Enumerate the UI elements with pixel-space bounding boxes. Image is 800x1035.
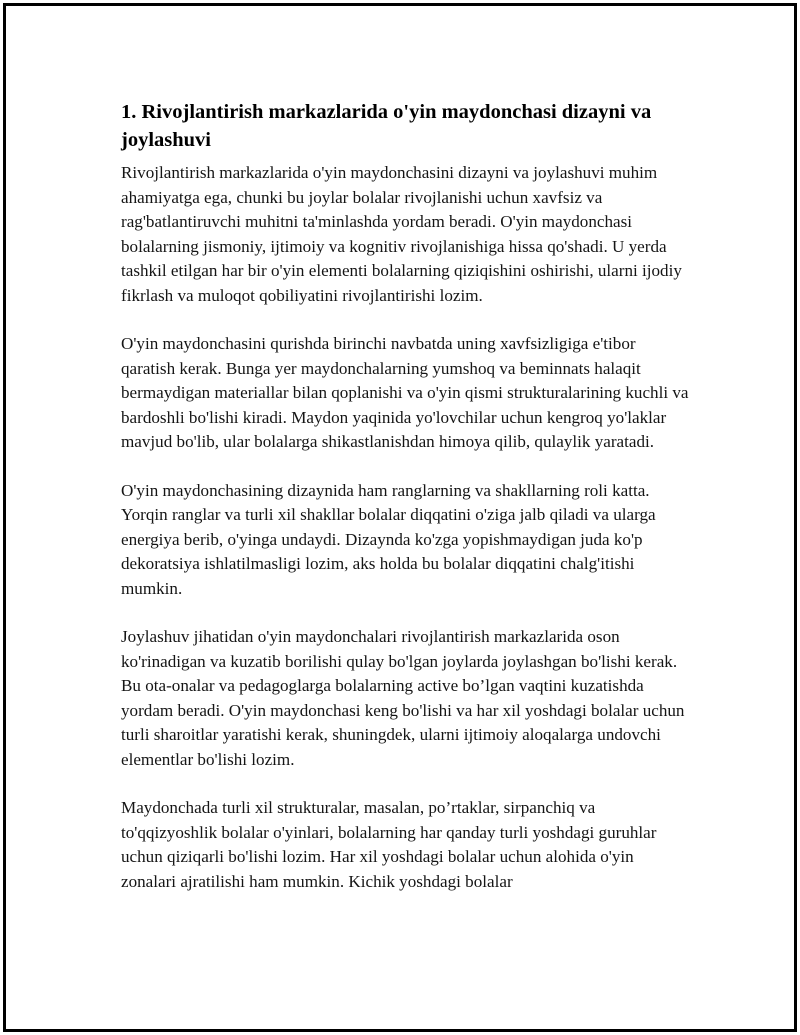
paragraph-intro: Rivojlantirish markazlarida o'yin maydonchasini dizayni va joylashuvi muhim ahamiyatga ega, chunki bu joylar bolalar rivojlanishi uchun xavfsiz va rag'batlantiruvchi muhitni ta'minlashda yordam beradi. O'yin maydonchasi bolalarning jismoniy, ijtimoiy va kognitiv rivojlanishiga hissa qo'shadi. U yerda tashkil etilgan har bir o'yin elementi bolalarning qiziqishini oshirishi, ularni ijodiy fikrlash va muloqot qobiliyatini rivojlantirishi lozim. (121, 163, 682, 305)
paragraph-safety: O'yin maydonchasini qurishda birinchi navbatda uning xavfsizligiga e'tibor qaratish kerak. Bunga yer maydonchalarning yumshoq va beminnats halaqit bermaydigan materiallar bilan qoplanishi va o'yin qismi strukturalarining kuchli va bardoshli bo'lishi kiradi. Maydon yaqinida yo'lovchilar uchun kengroq yo'laklar mavjud bo'lib, ular bolalarga shikastlanishdan himoya qilib, qulaylik yaratadi. (121, 334, 689, 451)
paragraph-structures: Maydonchada turli xil strukturalar, masalan, po’rtaklar, sirpanchiq va to'qqizyoshlik bolalar o'yinlari, bolalarning har qanday turli yoshdagi guruhlar uchun qiziqarli bo'lishi lozim. Har xil yoshdagi bolalar uchun alohida o'yin zonalari ajratilishi ham mumkin. Kichik yoshdagi bolalar (121, 798, 657, 891)
paragraph-design-colors: O'yin maydonchasining dizaynida ham ranglarning va shakllarning roli katta. Yorqin ranglar va turli xil shakllar bolalar diqqatini o'ziga jalb qiladi va ularga energiya berib, o'yinga undaydi. Dizaynda ko'zga yopishmaydigan juda ko'p dekoratsiya ishlatilmasligi lozim, aks holda bu bolalar diqqatini chalg'itishi mumkin. (121, 480, 656, 598)
section-title: 1. Rivojlantirish markazlarida o'yin maydonchasi dizayni va joylashuvi (121, 101, 652, 151)
document-body (121, 98, 691, 918)
paragraph-location: Joylashuv jihatidan o'yin maydonchalari rivojlantirish markazlarida oson ko'rinadigan va kuzatib borilishi qulay bo'lgan joylarda joylashgan bo'lishi kerak. Bu ota-onalar va pedagoglarga bolalarning active bo’lgan vaqtini kuzatishda yordam beradi. O'yin maydonchasi keng bo'lishi va har xil yoshdagi bolalar uchun turli sharoitlar yaratishi kerak, shuningdek, ularni ijtimoiy aloqalarga undovchi elementlar bo'lishi lozim. (121, 627, 685, 769)
page-frame (3, 3, 797, 1032)
